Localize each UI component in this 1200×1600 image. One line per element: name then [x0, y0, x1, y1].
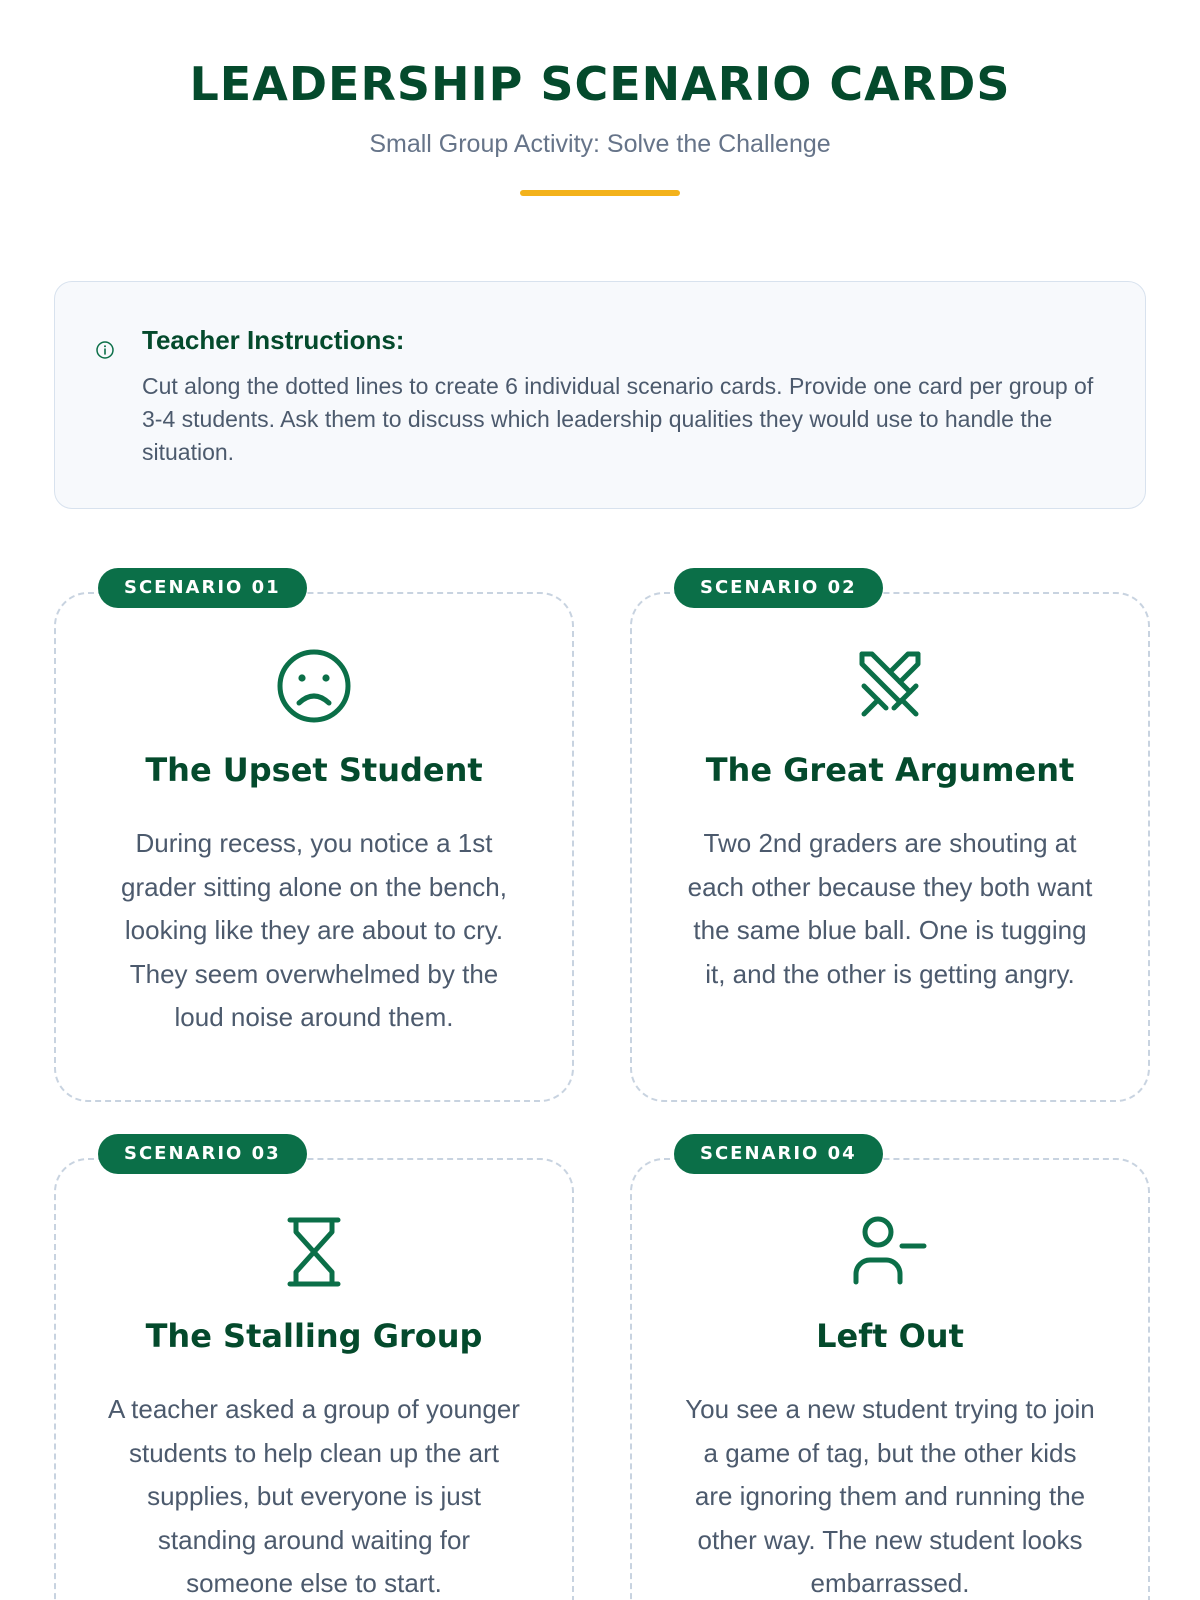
scenario-badge: SCENARIO 01: [98, 568, 307, 608]
user-minus-icon: [850, 1212, 930, 1292]
scenario-description: You see a new student trying to join a game of tag, but the other kids are ignoring them and running the other way. The new student looks embarrassed.: [685, 1394, 1095, 1598]
scenario-card: [54, 577, 574, 1102]
scenario-badge: SCENARIO 04: [674, 1134, 883, 1174]
scenario-title: The Upset Student: [145, 751, 483, 789]
page-header: [0, 0, 1200, 196]
page-subtitle: Small Group Activity: Solve the Challenge: [369, 130, 831, 158]
scenario-badge: SCENARIO 03: [98, 1134, 307, 1174]
scenario-title: The Stalling Group: [145, 1317, 483, 1355]
scenario-description: A teacher asked a group of younger students to help clean up the art supplies, but everyone is just standing around waiting for someone else to start.: [108, 1394, 520, 1598]
instructions-text: Cut along the dotted lines to create 6 individual scenario cards. Provide one card per group of 3-4 students. Ask them to discuss which leadership qualities they would use to handle the situation.: [142, 373, 1094, 465]
sad-face-icon: [274, 646, 354, 726]
hourglass-icon: [274, 1212, 354, 1292]
scenario-title: The Great Argument: [705, 751, 1075, 789]
scenario-description: During recess, you notice a 1st grader sitting alone on the bench, looking like they are about to cry. They seem overwhelmed by the loud noise around them.: [121, 828, 507, 1032]
scenario-card: [630, 577, 1150, 1102]
instructions-title: Teacher Instructions:: [142, 325, 405, 355]
page-title: LEADERSHIP SCENARIO CARDS: [189, 57, 1011, 111]
scenario-description: Two 2nd graders are shouting at each other because they both want the same blue ball. One is tugging it, and the other is getting angry.: [687, 828, 1093, 989]
scenario-badge: SCENARIO 02: [674, 568, 883, 608]
info-icon: [95, 340, 115, 360]
scenario-title: Left Out: [816, 1317, 964, 1355]
crossed-swords-icon: [850, 646, 930, 726]
scenario-card: [54, 1143, 574, 1600]
scenario-card: [630, 1143, 1150, 1600]
title-underline-divider: [520, 190, 680, 196]
teacher-instructions-box: [54, 281, 1146, 509]
